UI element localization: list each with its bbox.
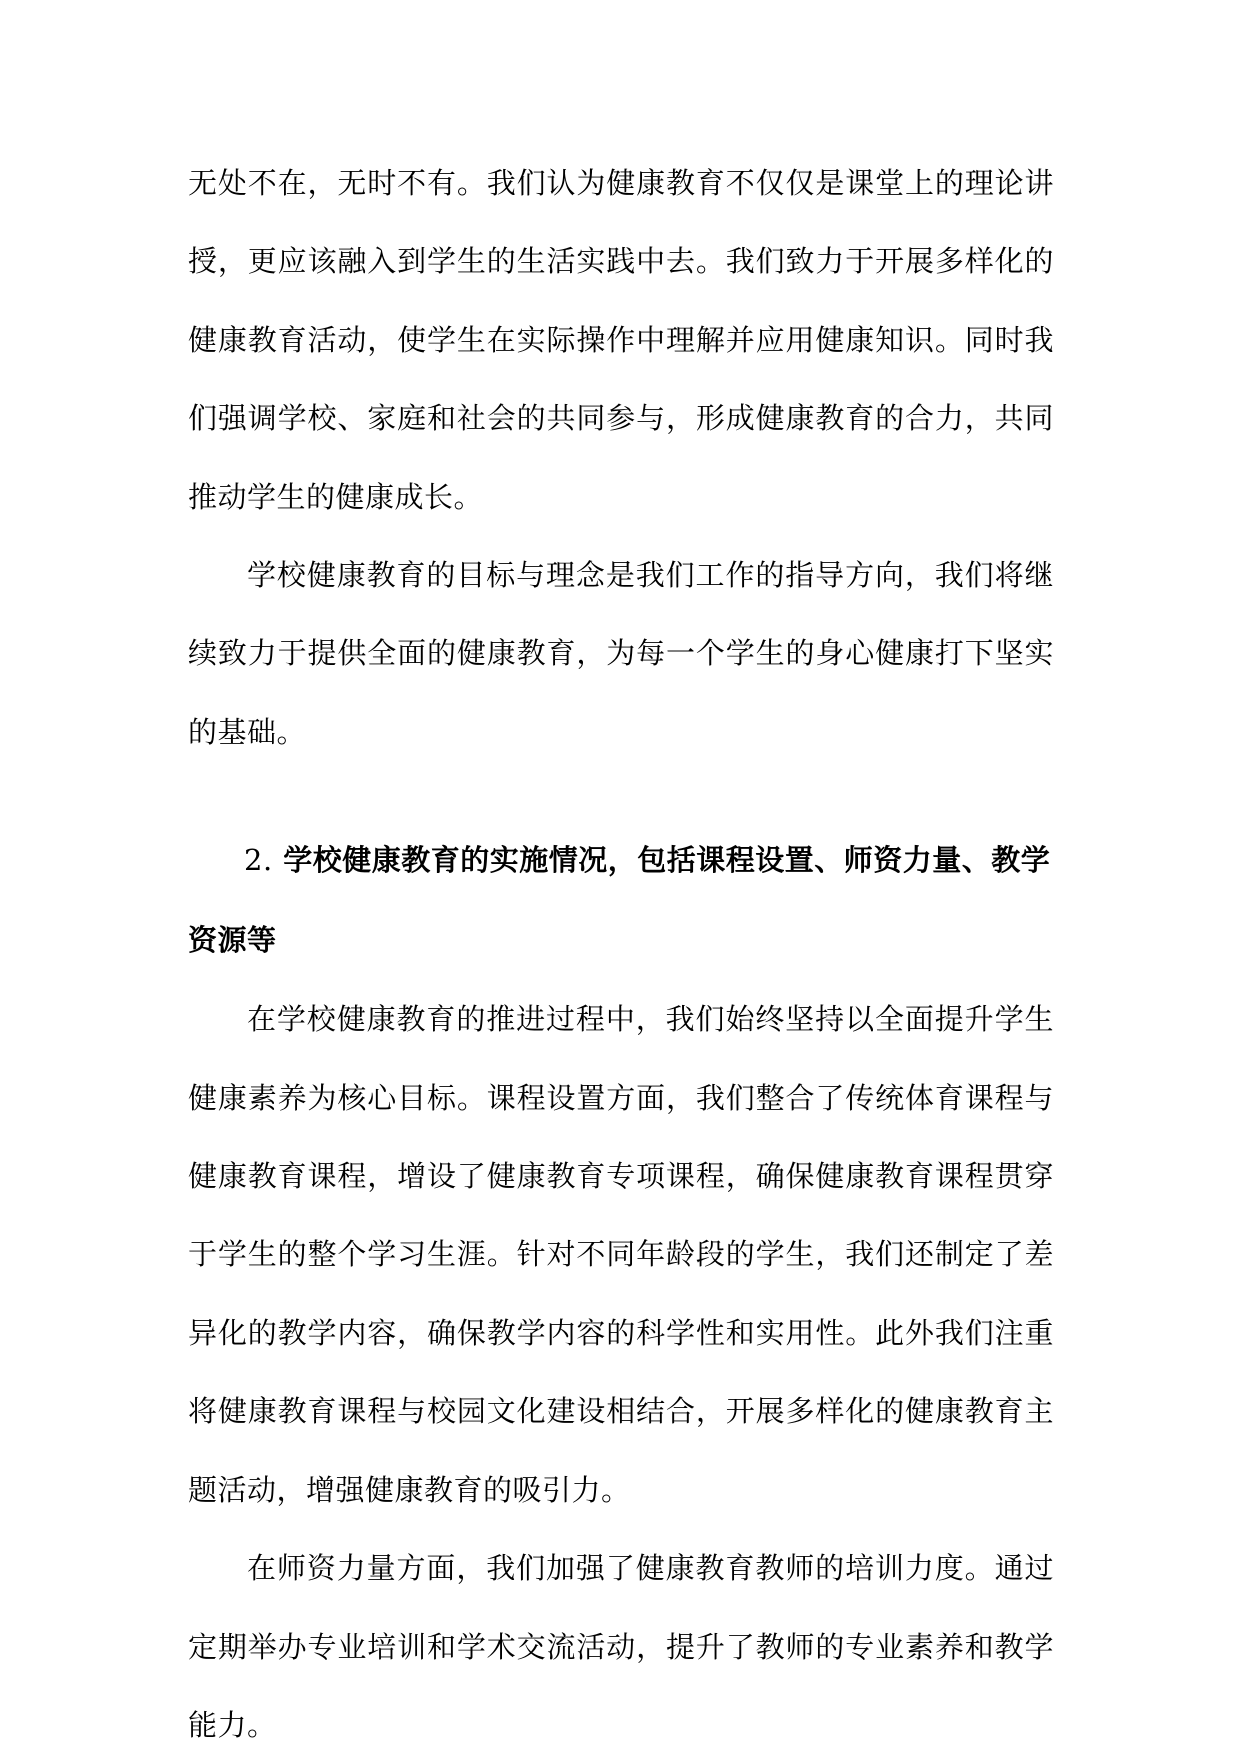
section-heading (188, 820, 1054, 980)
document-body (188, 144, 1054, 1764)
section-title: 学校健康教育的实施情况，包括课程设置、师资力量、教学资源等 (188, 843, 1051, 958)
section-number: 2. (244, 843, 273, 878)
paragraph-continued: 无处不在，无时不有。我们认为健康教育不仅仅是课堂上的理论讲授，更应该融入到学生的生活实践中去。我们致力于开展多样化的健康教育活动，使学生在实际操作中理解并应用健康知识。同时我们强调学校、家庭和社会的共同参与，形成健康教育的合力，共同推动学生的健康成长。 (188, 166, 1054, 514)
paragraph-teachers: 在师资力量方面，我们加强了健康教育教师的培训力度。通过定期举办专业培训和学术交流活动，提升了教师的专业素养和教学能力。 (188, 1551, 1054, 1742)
paragraph-goals-summary: 学校健康教育的目标与理念是我们工作的指导方向，我们将继续致力于提供全面的健康教育，为每一个学生的身心健康打下坚实的基础。 (188, 558, 1054, 749)
paragraph-curriculum: 在学校健康教育的推进过程中，我们始终坚持以全面提升学生健康素养为核心目标。课程设置方面，我们整合了传统体育课程与健康教育课程，增设了健康教育专项课程，确保健康教育课程贯穿于学生的整个学习生涯。针对不同年龄段的学生，我们还制定了差异化的教学内容，确保教学内容的科学性和实用性。此外我们注重将健康教育课程与校园文化建设相结合，开展多样化的健康教育主题活动，增强健康教育的吸引力。 (188, 1002, 1054, 1507)
